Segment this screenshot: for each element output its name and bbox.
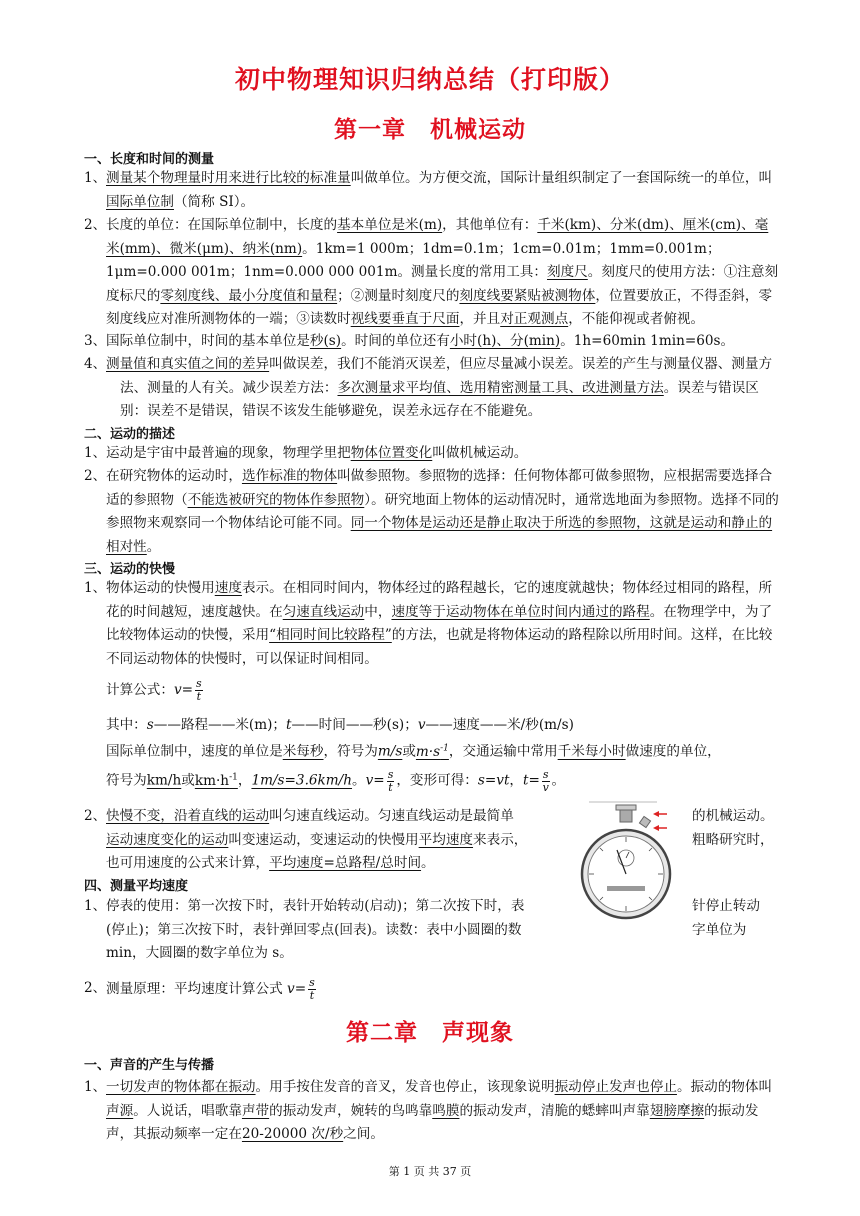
text: ，不能仰视或者俯视。 — [568, 311, 705, 327]
equals: = — [528, 772, 540, 789]
paragraph — [84, 214, 780, 332]
text: 或 — [402, 743, 416, 760]
text: (停止)；第三次按下时，表针弹回零点(回表)。读数：表中小圆圈的数 — [106, 921, 522, 938]
text: 。时间的单位还有 — [341, 333, 450, 349]
text: 。在物理学中，为了比较物体运动的快慢，采用 — [106, 603, 773, 643]
text: 国际单位制中，速度的单位是 — [106, 743, 283, 760]
text: ， — [509, 772, 524, 789]
underlined-text: 20-20000 次/秒 — [241, 1126, 344, 1142]
text: 。误差与错误区别：误差不是错误，错误不该发生能够避免，误差永远存在不能避免。 — [120, 379, 759, 419]
superscript: -1 — [229, 772, 238, 782]
underlined-text: 视线要垂直于尺面 — [350, 311, 460, 327]
underlined-text: 千米(km)、分米(dm)、厘米(cm)、毫米(mm)、微米(μm)、纳米(nm) — [106, 217, 769, 257]
text: 停表的使用：第一次按下时，表针开始转动(启动)；第二次按下时，表 — [106, 898, 525, 914]
symbol-v: v — [287, 981, 295, 997]
underlined-text: 不能选被研究的物体作参照物 — [187, 491, 365, 508]
formula-label: 计算公式： — [106, 682, 174, 698]
text: ，位置要放正，不得歪斜，零刻度线应对准所测物体的一端；③读数时 — [106, 287, 773, 327]
paragraph — [84, 977, 780, 1002]
underlined-text: 零刻度线、最小分度值和量程 — [160, 287, 338, 304]
text: 的振动发声，其振动频率一定在 — [106, 1102, 759, 1142]
section-heading: 三、运动的快慢 — [84, 562, 176, 577]
paragraph — [84, 330, 780, 354]
text: 叫匀速直线运动。匀速直线运动是最简单 — [269, 808, 514, 824]
text: 的机械运动。 — [692, 808, 774, 824]
underlined-text: 声源 — [106, 1102, 134, 1119]
text: ，变形可得： — [396, 772, 478, 789]
underlined-text: 平均速度=总路程/总时间 — [269, 855, 422, 871]
item-number: 4、 — [84, 356, 107, 372]
stopwatch-image — [575, 800, 690, 925]
underlined-text: 翅膀摩擦 — [649, 1102, 705, 1119]
fraction-s-over-t — [387, 769, 395, 794]
text: 中， — [364, 603, 392, 620]
item-number: 2、 — [84, 980, 107, 996]
text: 也可用速度的公式来计算， — [106, 855, 270, 871]
underlined-text: 声带 — [241, 1102, 270, 1119]
text: 。 — [352, 772, 366, 789]
underlined-text: 物体位置变化 — [350, 445, 433, 461]
chapter-2-title: 第二章 声现象 — [346, 1020, 514, 1046]
item-number: 1、 — [84, 1079, 107, 1095]
underlined-text: 平均速度 — [418, 831, 474, 848]
underlined-text: 匀速直线运动 — [282, 603, 365, 620]
text: 测量原理：平均速度计算公式 — [106, 981, 283, 997]
paragraph — [84, 353, 780, 424]
superscript: -1 — [440, 743, 449, 753]
section-heading: 四、测量平均速度 — [84, 879, 189, 894]
text: 。 — [146, 538, 161, 555]
text: 物体运动的快慢用 — [106, 580, 215, 596]
text: ）。研究地面上物体的运动情况时，通常选地面为参照物。选择不同的参照物来观察同一个物体结论可能不同。 — [106, 491, 779, 531]
item-number: 1、 — [84, 898, 107, 914]
chapter-1-title: 第一章 机械运动 — [334, 117, 526, 143]
underlined-text: “相同时间比较路程” — [269, 627, 392, 643]
text: ；②测量时刻度尺的 — [337, 287, 460, 304]
text: 叫变速运动，变速运动的快慢用 — [228, 831, 419, 848]
numerator: s — [196, 677, 202, 690]
paragraph — [84, 805, 554, 876]
text: 运动是宇宙中最普遍的现象，物理学里把 — [106, 445, 351, 461]
text: 叫做参照物。参照物的选择：任何物体都可做参照物，应根据需要选择合适的参照物（ — [106, 468, 773, 508]
item-number: 2、 — [84, 468, 107, 484]
text: 粗略研究时， — [692, 831, 774, 848]
underlined-text: 千米每小时 — [557, 743, 626, 760]
side-text — [692, 895, 782, 942]
text: 叫做机械运动。 — [432, 445, 528, 461]
denominator: t — [388, 780, 393, 794]
numerator: s — [387, 767, 394, 781]
symbol-s: s — [146, 717, 154, 733]
text: 国际单位制中，时间的基本单位是 — [106, 333, 310, 349]
denominator: v — [542, 780, 549, 794]
text: 字单位为 — [692, 921, 747, 938]
text: 叫做单位。为方便交流，国际计量组织制定了一套国际统一的单位，叫 — [350, 170, 773, 186]
text: ，其他单位有： — [442, 217, 538, 233]
equals: = — [373, 772, 385, 789]
fraction-s-over-v — [542, 769, 550, 794]
item-number: 1、 — [84, 170, 107, 186]
text: ，交通运输中常用 — [448, 743, 558, 760]
underlined-text: 测量值和真实值之间的差异 — [106, 356, 270, 372]
underlined-text: 振动停止发声也停止 — [554, 1079, 677, 1095]
page-footer: 第 1 页 共 37 页 — [388, 1165, 472, 1178]
text: 叫做误差，我们不能消灭误差，但应尽量减小误差。误差的产生与测量仪器、测量方法、测量的人有关。减少误差方法： — [120, 356, 773, 396]
underlined-text: 速度 — [214, 580, 242, 596]
text: ，符号为 — [323, 743, 378, 760]
formula-explanation — [106, 714, 786, 738]
underlined-text: 刻度尺 — [547, 264, 588, 280]
text: 。 — [551, 772, 566, 789]
symbol-v: v — [417, 717, 426, 733]
text: 。人说话，唱歌靠 — [133, 1102, 242, 1119]
denominator: t — [309, 989, 315, 1002]
symbol-t: t — [286, 717, 292, 733]
text: 在研究物体的运动时， — [106, 468, 242, 484]
symbol-v: v — [365, 772, 374, 789]
text: 。用手按住发音的音叉，发音也停止，该现象说明 — [255, 1079, 555, 1095]
paragraph — [84, 895, 554, 966]
item-number: 1、 — [84, 445, 107, 461]
underlined-text: 一切发声的物体都在振动 — [106, 1079, 256, 1095]
text: min，大圆圈的数字单位为 s。 — [106, 945, 293, 961]
text: 做速度的单位， — [625, 743, 721, 760]
numerator: s — [542, 767, 549, 781]
underlined-text: 秒(s) — [309, 333, 342, 349]
document-title: 初中物理知识归纳总结（打印版） — [234, 65, 625, 94]
paragraph — [84, 577, 780, 671]
text: 符号为 — [106, 772, 147, 789]
symbol-line — [106, 766, 786, 794]
formula-text: s=vt — [477, 772, 510, 789]
item-number: 3、 — [84, 333, 107, 349]
text: （简称 SI）。 — [173, 193, 255, 210]
underlined-text: 基本单位是米(m) — [337, 217, 443, 233]
equals: = — [181, 682, 194, 698]
text: ——时间——秒(s)； — [291, 717, 418, 733]
underlined-text: 同一个物体是运动还是静止取决于所选的参照物，这就是运动和静止的相对性 — [106, 515, 773, 555]
symbol-t: t — [523, 772, 529, 789]
section-heading: 二、运动的描述 — [84, 427, 176, 442]
underlined-text: 测量某个物理量时用来进行比较的标准量 — [106, 170, 351, 186]
text: 。1km=1 000m；1dm=0.1m；1cm=0.01m；1mm=0.001m；1μm=0.000 001m；1nm=0.000 000 001m。测量长度的常用工具： — [106, 240, 721, 280]
text: 针停止转动 — [692, 898, 760, 914]
text: 或 — [181, 772, 195, 789]
paragraph — [84, 442, 780, 466]
underlined-text: 国际单位制 — [106, 193, 174, 210]
text: 长度的单位：在国际单位制中，长度的 — [106, 217, 338, 233]
underlined-text: 刻度线要紧贴被测物体 — [459, 287, 596, 304]
text: 的振动发声，婉转的鸟鸣靠 — [269, 1102, 433, 1119]
section-heading: 一、长度和时间的测量 — [84, 152, 215, 167]
text: 来表示， — [473, 831, 528, 848]
paragraph — [84, 1076, 780, 1147]
text: 其中： — [106, 717, 147, 733]
item-number: 1、 — [84, 580, 107, 596]
text: 。1h=60min 1min=60s。 — [560, 333, 735, 349]
side-text — [692, 805, 782, 852]
underlined-text: 多次测量求平均值、选用精密测量工具、改进测量方法 — [337, 379, 664, 396]
text: 。刻度尺的使用方法：①注意刻度标尺的 — [106, 264, 779, 304]
numerator: s — [309, 976, 315, 989]
si-unit-line — [106, 737, 786, 764]
denominator: t — [196, 690, 202, 703]
fraction-s-over-t — [195, 678, 203, 703]
item-number: 2、 — [84, 217, 107, 233]
paragraph — [84, 167, 780, 214]
text: 之间。 — [343, 1126, 384, 1142]
underlined-text: 1m/s=3.6km/h — [251, 772, 353, 789]
section-heading: 一、声音的产生与传播 — [84, 1058, 215, 1073]
underlined-text: m/s — [377, 743, 403, 760]
text: ——路程——米(m)； — [153, 717, 287, 733]
paragraph — [84, 465, 780, 559]
text: 。 — [421, 855, 435, 871]
underlined-text: 对正观测点 — [500, 311, 569, 327]
underlined-text: km/h — [146, 772, 182, 789]
fraction-s-over-t — [308, 977, 316, 1002]
text: 的振动发声，清脆的蟋蟀叫声靠 — [459, 1102, 650, 1119]
underlined-text: 选作标准的物体 — [241, 468, 338, 484]
underlined-text: 快慢不变，沿着直线的运动 — [106, 808, 270, 824]
symbol-v: v — [173, 682, 182, 698]
underlined-text: 米每秒 — [282, 743, 324, 760]
text: 表示。在相同时间内，物体经过的路程越长，它的速度就越快；物体经过相同的路程，所花的时间越短，速度越快。在 — [106, 580, 773, 620]
text: 的方法，也就是将物体运动的路程除以所用时间。这样，在比较不同运动物体的快慢时，可以保证时间相同。 — [106, 627, 773, 667]
underlined-text: 运动速度变化的运动 — [106, 831, 229, 848]
text: ， — [237, 772, 252, 789]
underlined-text: km·h — [194, 772, 230, 789]
underlined-text: 小时(h)、分(min) — [449, 333, 561, 349]
text: ，并且 — [459, 311, 501, 327]
text: ——速度——米/秒(m/s) — [425, 717, 574, 733]
item-number: 2、 — [84, 808, 107, 824]
formula-line — [106, 678, 506, 703]
underlined-text: 鸣膜 — [432, 1102, 460, 1119]
text: 。振动的物体叫 — [676, 1079, 773, 1095]
equals: = — [294, 981, 307, 997]
underlined-text: m·s — [415, 743, 441, 760]
underlined-text: 速度等于运动物体在单位时间内通过的路程 — [391, 603, 650, 620]
